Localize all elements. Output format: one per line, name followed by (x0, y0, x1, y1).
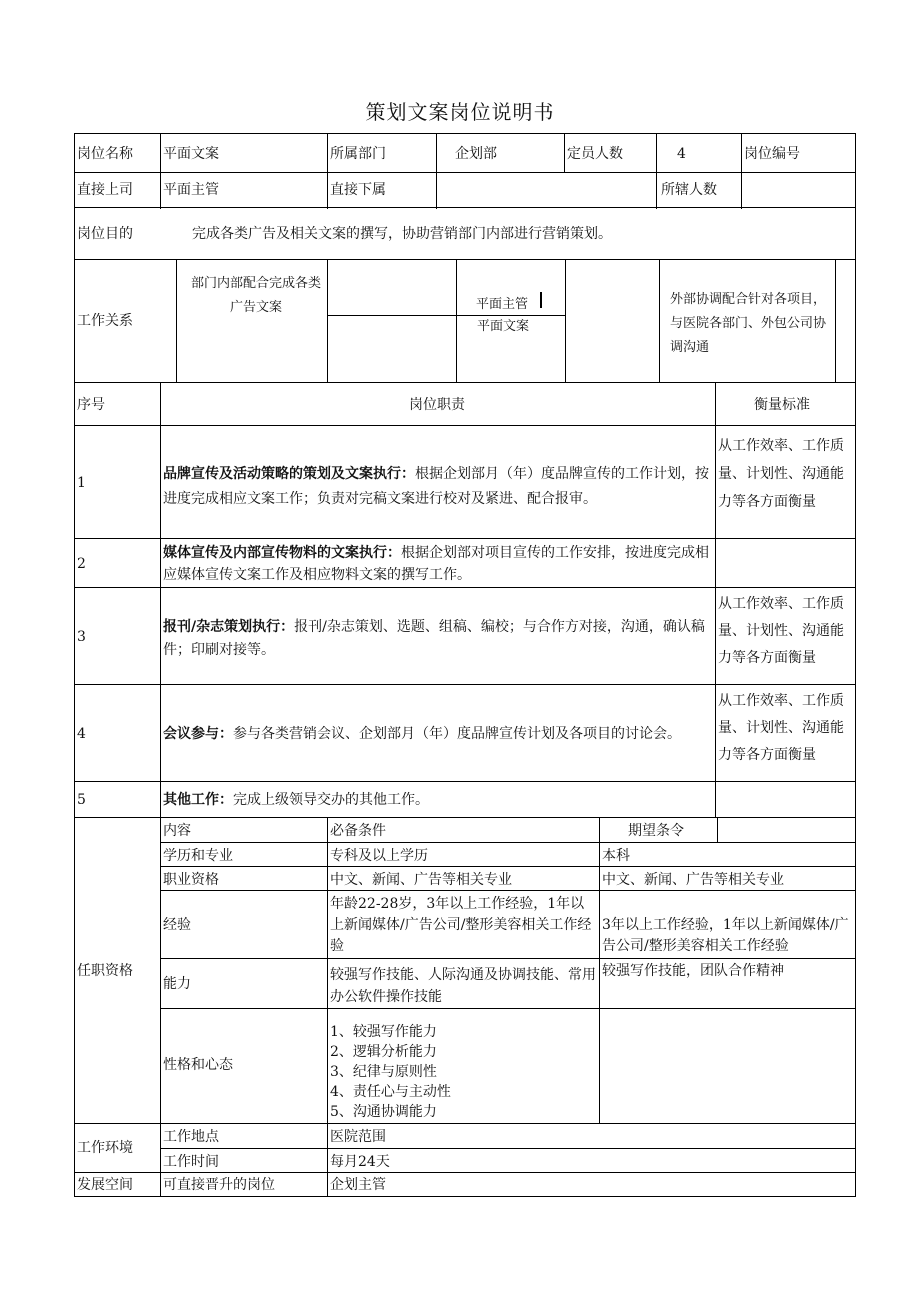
rule (74, 1172, 856, 1173)
duty-body: 报刊/杂志策划、选题、组稿、编校；与合作方对接，沟通，确认稿件；印刷对接等。 (163, 619, 705, 658)
rule (74, 684, 856, 685)
rule (74, 382, 856, 383)
time-label: 工作时间 (163, 1154, 219, 1170)
rule (74, 1123, 856, 1124)
development-label: 发展空间 (77, 1177, 133, 1193)
rule (456, 259, 457, 382)
education-expected: 本科 (602, 848, 630, 864)
duty-text (161, 462, 715, 512)
rule (74, 133, 856, 134)
duty-no: 3 (77, 629, 86, 645)
post-name-value: 平面文案 (163, 146, 219, 162)
managed-label: 所辖人数 (661, 182, 717, 198)
rule (74, 538, 856, 539)
duty-standard: 从工作效率、工作质量、计划性、沟通能力等各方面衡量 (718, 596, 844, 666)
rule (540, 292, 542, 308)
rule (74, 172, 856, 173)
rule (176, 259, 177, 382)
rule (855, 133, 856, 1196)
qualification-label: 任职资格 (77, 963, 133, 979)
duty-standard: 从工作效率、工作质量、计划性、沟通能力等各方面衡量 (718, 693, 844, 763)
character-item: 5、沟通协调能力 (330, 1104, 437, 1120)
ability-required: 较强写作技能、人际沟通及协调技能、常用办公软件操作技能 (330, 967, 596, 1005)
rule (436, 133, 437, 209)
environment-label: 工作环境 (77, 1140, 133, 1156)
duty-title: 报刊/杂志策划执行： (163, 619, 295, 635)
duty-text (161, 791, 429, 809)
experience-required: 年龄22-28岁，3年以上工作经验，1年以上新闻媒体/广告公司/整形美容相关工作经验 (330, 896, 592, 954)
page-title: 策划文案岗位说明书 (365, 100, 555, 124)
rule (160, 958, 856, 959)
place-value: 医院范围 (330, 1129, 386, 1145)
character-label: 性格和心态 (163, 1057, 233, 1073)
rule (74, 817, 856, 818)
dept-label: 所属部门 (330, 146, 386, 162)
dept-value: 企划部 (455, 146, 497, 162)
duties-col-standard: 衡量标准 (754, 397, 810, 413)
rule (717, 817, 718, 842)
duty-body: 参与各类营销会议、企划部月（年）度品牌宣传计划及各项目的讨论会。 (233, 726, 681, 742)
duty-title: 媒体宣传及内部宣传物料的文案执行： (163, 545, 401, 561)
rule (160, 1008, 856, 1009)
relations-internal: 部门内部配合完成各类广告文案 (190, 276, 321, 315)
character-item: 4、责任心与主动性 (330, 1084, 451, 1100)
relations-self: 平面文案 (477, 319, 530, 334)
place-label: 工作地点 (163, 1129, 219, 1145)
relations-superior: 平面主管 (476, 297, 529, 312)
character-list (328, 1022, 451, 1122)
experience-label: 经验 (163, 917, 191, 933)
ability-label: 能力 (163, 976, 191, 992)
duty-no: 1 (77, 475, 86, 491)
character-item: 2、逻辑分析能力 (330, 1044, 437, 1060)
promotion-label: 可直接晋升的岗位 (163, 1177, 275, 1193)
rule (74, 207, 856, 208)
rule (327, 259, 328, 382)
rule (656, 133, 657, 209)
rule (565, 259, 566, 382)
post-name-label: 岗位名称 (77, 146, 133, 162)
rule (74, 425, 856, 426)
quota-value: 4 (677, 146, 686, 162)
relations-label: 工作关系 (77, 313, 133, 329)
certificate-expected: 中文、新闻、广告等相关专业 (602, 872, 784, 888)
certificate-label: 职业资格 (163, 872, 219, 888)
rule (74, 133, 75, 1196)
duties-col-no: 序号 (77, 397, 105, 413)
relations-external: 外部协调配合针对各项目，与医院各部门、外包公司协调沟通 (670, 292, 827, 355)
duty-title: 会议参与： (163, 726, 233, 742)
quota-label: 定员人数 (567, 146, 623, 162)
experience-expected: 3年以上工作经验，1年以上新闻媒体/广告公司/整形美容相关工作经验 (602, 917, 849, 954)
rule (74, 781, 856, 782)
rule (160, 1148, 856, 1149)
post-no-label: 岗位编号 (744, 146, 800, 162)
purpose-text: 完成各类广告及相关文案的撰写，协助营销部门内部进行营销策划。 (192, 226, 612, 242)
education-required: 专科及以上学历 (330, 848, 428, 864)
rule (160, 866, 856, 867)
rule (74, 1196, 856, 1197)
duty-no: 5 (77, 792, 86, 808)
duty-body: 完成上级领导交办的其他工作。 (233, 792, 429, 808)
duty-no: 2 (77, 556, 86, 572)
rule (659, 259, 660, 382)
rule (74, 587, 856, 588)
rule (160, 890, 856, 891)
superior-value: 平面主管 (163, 182, 219, 198)
duty-title: 其他工作： (163, 792, 233, 808)
duty-body: 根据企划部对项目宣传的工作安排，按进度完成相应媒体宣传文案工作及相应物料文案的撰写工作。 (163, 545, 709, 583)
certificate-required: 中文、新闻、广告等相关专业 (330, 872, 512, 888)
character-item: 3、纪律与原则性 (330, 1064, 437, 1080)
time-value: 每月24天 (330, 1154, 390, 1170)
duty-title: 品牌宣传及活动策略的策划及文案执行： (163, 466, 415, 482)
purpose-label: 岗位目的 (77, 226, 133, 242)
qual-col-expected: 期望条令 (628, 823, 684, 839)
ability-expected: 较强写作技能，团队合作精神 (602, 963, 784, 979)
rule (74, 259, 856, 260)
duty-no: 4 (77, 726, 86, 742)
subordinate-label: 直接下属 (330, 182, 386, 198)
duty-text (161, 542, 715, 586)
rule (160, 842, 856, 843)
qual-col-content: 内容 (163, 823, 191, 839)
rule (327, 315, 565, 316)
duties-col-duty: 岗位职责 (409, 397, 465, 413)
character-item: 1、较强写作能力 (330, 1024, 437, 1040)
education-label: 学历和专业 (163, 848, 233, 864)
superior-label: 直接上司 (77, 182, 133, 198)
duty-body: 根据企划部月（年）度品牌宣传的工作计划，按进度完成相应文案工作；负责对完稿文案进行校对及紧进、配合报审。 (163, 466, 709, 507)
duty-standard: 从工作效率、工作质量、计划性、沟通能力等各方面衡量 (718, 438, 844, 510)
duty-text (161, 616, 715, 662)
duty-text (161, 725, 717, 743)
promotion-value: 企划主管 (330, 1177, 386, 1193)
qual-col-required: 必备条件 (330, 823, 386, 839)
rule (835, 259, 836, 382)
